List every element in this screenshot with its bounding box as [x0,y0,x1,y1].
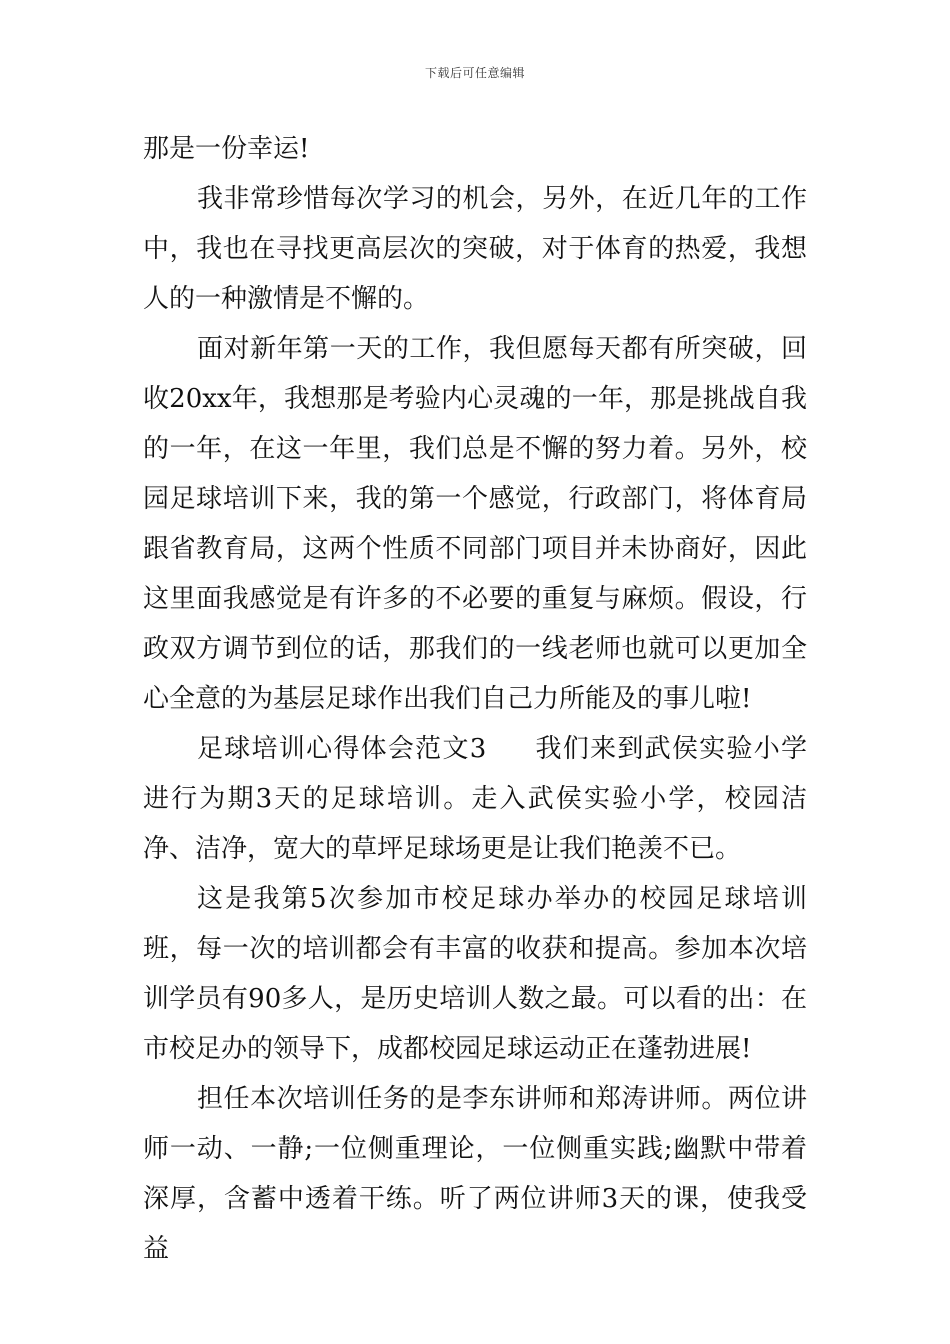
page-header: 下载后可任意编辑 [424,66,525,80]
section-lead: 我们来到武侯实验小学进行为期3天的足球培训。走入武侯实验小学，校园洁净、洁净，宽大的草坪足球场更是让我们艳羡不已。 [143,734,807,864]
paragraph-1: 那是一份幸运! [143,134,310,164]
document-body [143,124,807,1274]
paragraph-6: 担任本次培训任务的是李东讲师和郑涛讲师。两位讲师一动、一静;一位侧重理论，一位侧重实践;幽默中带着深厚，含蓄中透着干练。听了两位讲师3天的课，使我受益 [143,1084,807,1264]
section-paragraph [143,724,807,874]
section-title: 足球培训心得体会范文3 [197,734,487,764]
paragraph-2: 我非常珍惜每次学习的机会，另外，在近几年的工作中，我也在寻找更高层次的突破，对于体育的热爱，我想人的一种激情是不懈的。 [143,184,807,314]
paragraph-5: 这是我第5次参加市校足球办举办的校园足球培训班，每一次的培训都会有丰富的收获和提高。参加本次培训学员有90多人，是历史培训人数之最。可以看的出：在市校足办的领导下，成都校园足球运动正在蓬勃进展! [143,884,807,1064]
paragraph-3: 面对新年第一天的工作，我但愿每天都有所突破，回收20xx年，我想那是考验内心灵魂的一年，那是挑战自我的一年，在这一年里，我们总是不懈的努力着。另外，校园足球培训下来，我的第一个感觉，行政部门，将体育局跟省教育局，这两个性质不同部门项目并未协商好，因此这里面我感觉是有许多的不必要的重复与麻烦。假设，行政双方调节到位的话，那我们的一线老师也就可以更加全心全意的为基层足球作出我们自己力所能及的事儿啦! [143,334,807,714]
